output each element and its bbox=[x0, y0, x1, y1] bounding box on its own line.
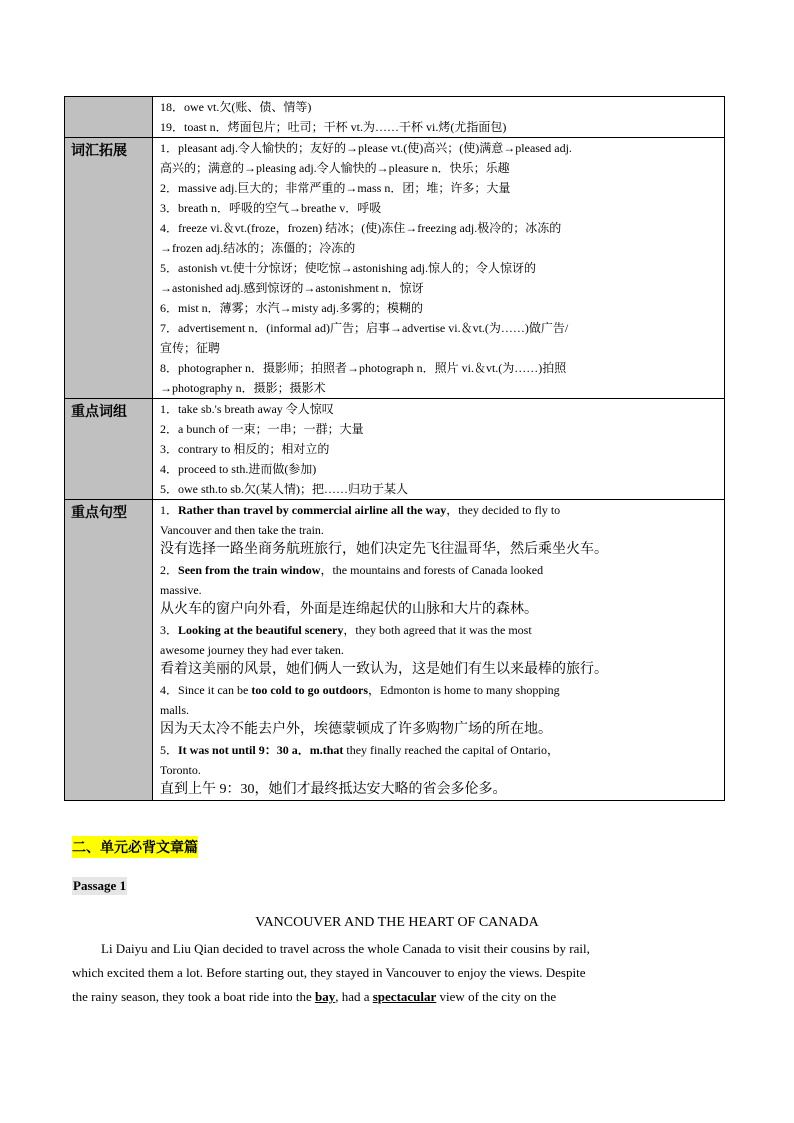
list-item: 18．owe vt.欠(账、债、情等) bbox=[160, 100, 312, 114]
vocab-highlight: spectacular bbox=[372, 989, 437, 1004]
list-item: 1．take sb.'s breath away 令人惊叹 bbox=[160, 402, 334, 416]
sentence-en: 1．Rather than travel by commercial airline all the way，they decided to fly to bbox=[160, 503, 561, 517]
table-row bbox=[65, 399, 725, 500]
category-cell: 重点词组 bbox=[65, 399, 153, 500]
sentence-text: ，they decided to fly to bbox=[446, 503, 561, 517]
list-item: 4．freeze vi.＆vt.(froze，frozen) 结冰；(使)冻住→freezing adj.极冷的；冰冻的 bbox=[160, 221, 562, 235]
sentence-en: 2．Seen from the train window，the mountains and forests of Canada looked bbox=[160, 563, 544, 577]
passage-body bbox=[72, 937, 720, 1009]
list-item: →photography n．摄影；摄影术 bbox=[160, 381, 326, 395]
list-item: 5．astonish vt.使十分惊讶；使吃惊→astonishing adj.惊人的；令人惊讶的 bbox=[160, 261, 536, 275]
passage-line: which excited them a lot. Before starting out, they stayed in Vancouver to enjoy the views. Despite bbox=[72, 965, 586, 980]
key-phrase: Seen from the train window bbox=[178, 563, 321, 577]
list-item: 1．pleasant adj.令人愉快的；友好的→please vt.(使)高兴；(使)满意→pleased adj. bbox=[160, 141, 572, 155]
list-item: 2．a bunch of 一束；一串；一群；大量 bbox=[160, 422, 364, 436]
list-item: 4．proceed to sth.进而做(参加) bbox=[160, 462, 317, 476]
list-item: 宣传；征聘 bbox=[160, 341, 221, 355]
sentence-text: they finally reached the capital of Ontario， bbox=[343, 743, 559, 757]
list-item: 高兴的；满意的→pleasing adj.令人愉快的→pleasure n．快乐；乐趣 bbox=[160, 161, 510, 175]
key-phrase: Rather than travel by commercial airline all the way bbox=[178, 503, 447, 517]
key-phrase: It was not until 9：30 a．m.that bbox=[178, 743, 344, 757]
list-item: 8．photographer n．摄影师；拍照者→photograph n．照片 vi.＆vt.(为……)拍照 bbox=[160, 361, 567, 375]
sentence-en: 3．Looking at the beautiful scenery，they both agreed that it was the most bbox=[160, 623, 532, 637]
passage-title: VANCOUVER AND THE HEART OF CANADA bbox=[255, 915, 539, 930]
sentence-en: awesome journey they had ever taken. bbox=[160, 643, 344, 657]
list-item: 3．contrary to 相反的；相对立的 bbox=[160, 442, 330, 456]
table-row bbox=[65, 500, 725, 801]
passage-label: Passage 1 bbox=[73, 878, 127, 893]
passage-text: view of the city on the bbox=[439, 989, 557, 1004]
sentence-zh: 因为天太冷不能去户外，埃德蒙顿成了许多购物广场的所在地。 bbox=[160, 722, 552, 737]
table-row bbox=[65, 97, 725, 138]
content-cell bbox=[153, 399, 725, 500]
section-title: 二、单元必背文章篇 bbox=[72, 836, 198, 858]
list-item: 2．massive adj.巨大的；非常严重的→mass n．团；堆；许多；大量 bbox=[160, 181, 511, 195]
passage-line bbox=[72, 985, 720, 1009]
list-item: 3．breath n．呼吸的空气→breathe v．呼吸 bbox=[160, 201, 382, 215]
content-cell bbox=[153, 97, 725, 138]
key-phrase: Looking at the beautiful scenery bbox=[178, 623, 344, 637]
passage-text: the rainy season, they took a boat ride into the bbox=[72, 989, 312, 1004]
sentence-text: ，they both agreed that it was the most bbox=[343, 623, 532, 637]
sentence-text: ，Edmonton is home to many shopping bbox=[368, 683, 560, 697]
sentence-zh: 从火车的窗户向外看，外面是连绵起伏的山脉和大片的森林。 bbox=[160, 602, 538, 617]
sentence-zh: 看着这美丽的风景，她们俩人一致认为，这是她们有生以来最棒的旅行。 bbox=[160, 662, 608, 677]
passage-text: , had a bbox=[335, 989, 370, 1004]
sentence-en: massive. bbox=[160, 583, 202, 597]
sentence-en: 4．Since it can be too cold to go outdoors，Edmonton is home to many shopping bbox=[160, 683, 560, 697]
category-cell: 词汇拓展 bbox=[65, 138, 153, 399]
sentence-en: malls. bbox=[160, 703, 189, 717]
category-cell bbox=[65, 97, 153, 138]
vocab-highlight: bay bbox=[314, 989, 336, 1004]
sentence-text: ，the mountains and forests of Canada looked bbox=[320, 563, 544, 577]
table-row bbox=[65, 138, 725, 399]
vocabulary-table bbox=[64, 96, 725, 801]
list-item: →frozen adj.结冰的；冻僵的；冷冻的 bbox=[160, 241, 356, 255]
sentence-zh: 没有选择一路坐商务航班旅行，她们决定先飞往温哥华，然后乘坐火车。 bbox=[160, 542, 608, 557]
sentence-en: Toronto. bbox=[160, 763, 201, 777]
key-phrase: too cold to go outdoors bbox=[251, 683, 368, 697]
sentence-zh: 直到上午 9：30，她们才最终抵达安大略的省会多伦多。 bbox=[160, 782, 507, 797]
content-cell bbox=[153, 138, 725, 399]
sentence-en: Vancouver and then take the train. bbox=[160, 523, 324, 537]
sentence-en: 5．It was not until 9：30 a．m.that they finally reached the capital of Ontario， bbox=[160, 743, 559, 757]
category-cell: 重点句型 bbox=[65, 500, 153, 801]
list-item: 7．advertisement n．(informal ad)广告；启事→advertise vi.＆vt.(为……)做广告/ bbox=[160, 321, 569, 335]
list-item: 6．mist n．薄雾；水汽→misty adj.多雾的；模糊的 bbox=[160, 301, 424, 315]
list-item: →astonished adj.感到惊讶的→astonishment n．惊讶 bbox=[160, 281, 424, 295]
passage-line: Li Daiyu and Liu Qian decided to travel across the whole Canada to visit their cousins by rail, bbox=[101, 941, 590, 956]
list-item: 19．toast n．烤面包片；吐司；干杯 vt.为……干杯 vi.烤(尤指面包) bbox=[160, 120, 507, 134]
list-item: 5．owe sth.to sb.欠(某人情)；把……归功于某人 bbox=[160, 482, 408, 496]
sentence-text: Since it can be bbox=[178, 683, 252, 697]
content-cell bbox=[153, 500, 725, 801]
